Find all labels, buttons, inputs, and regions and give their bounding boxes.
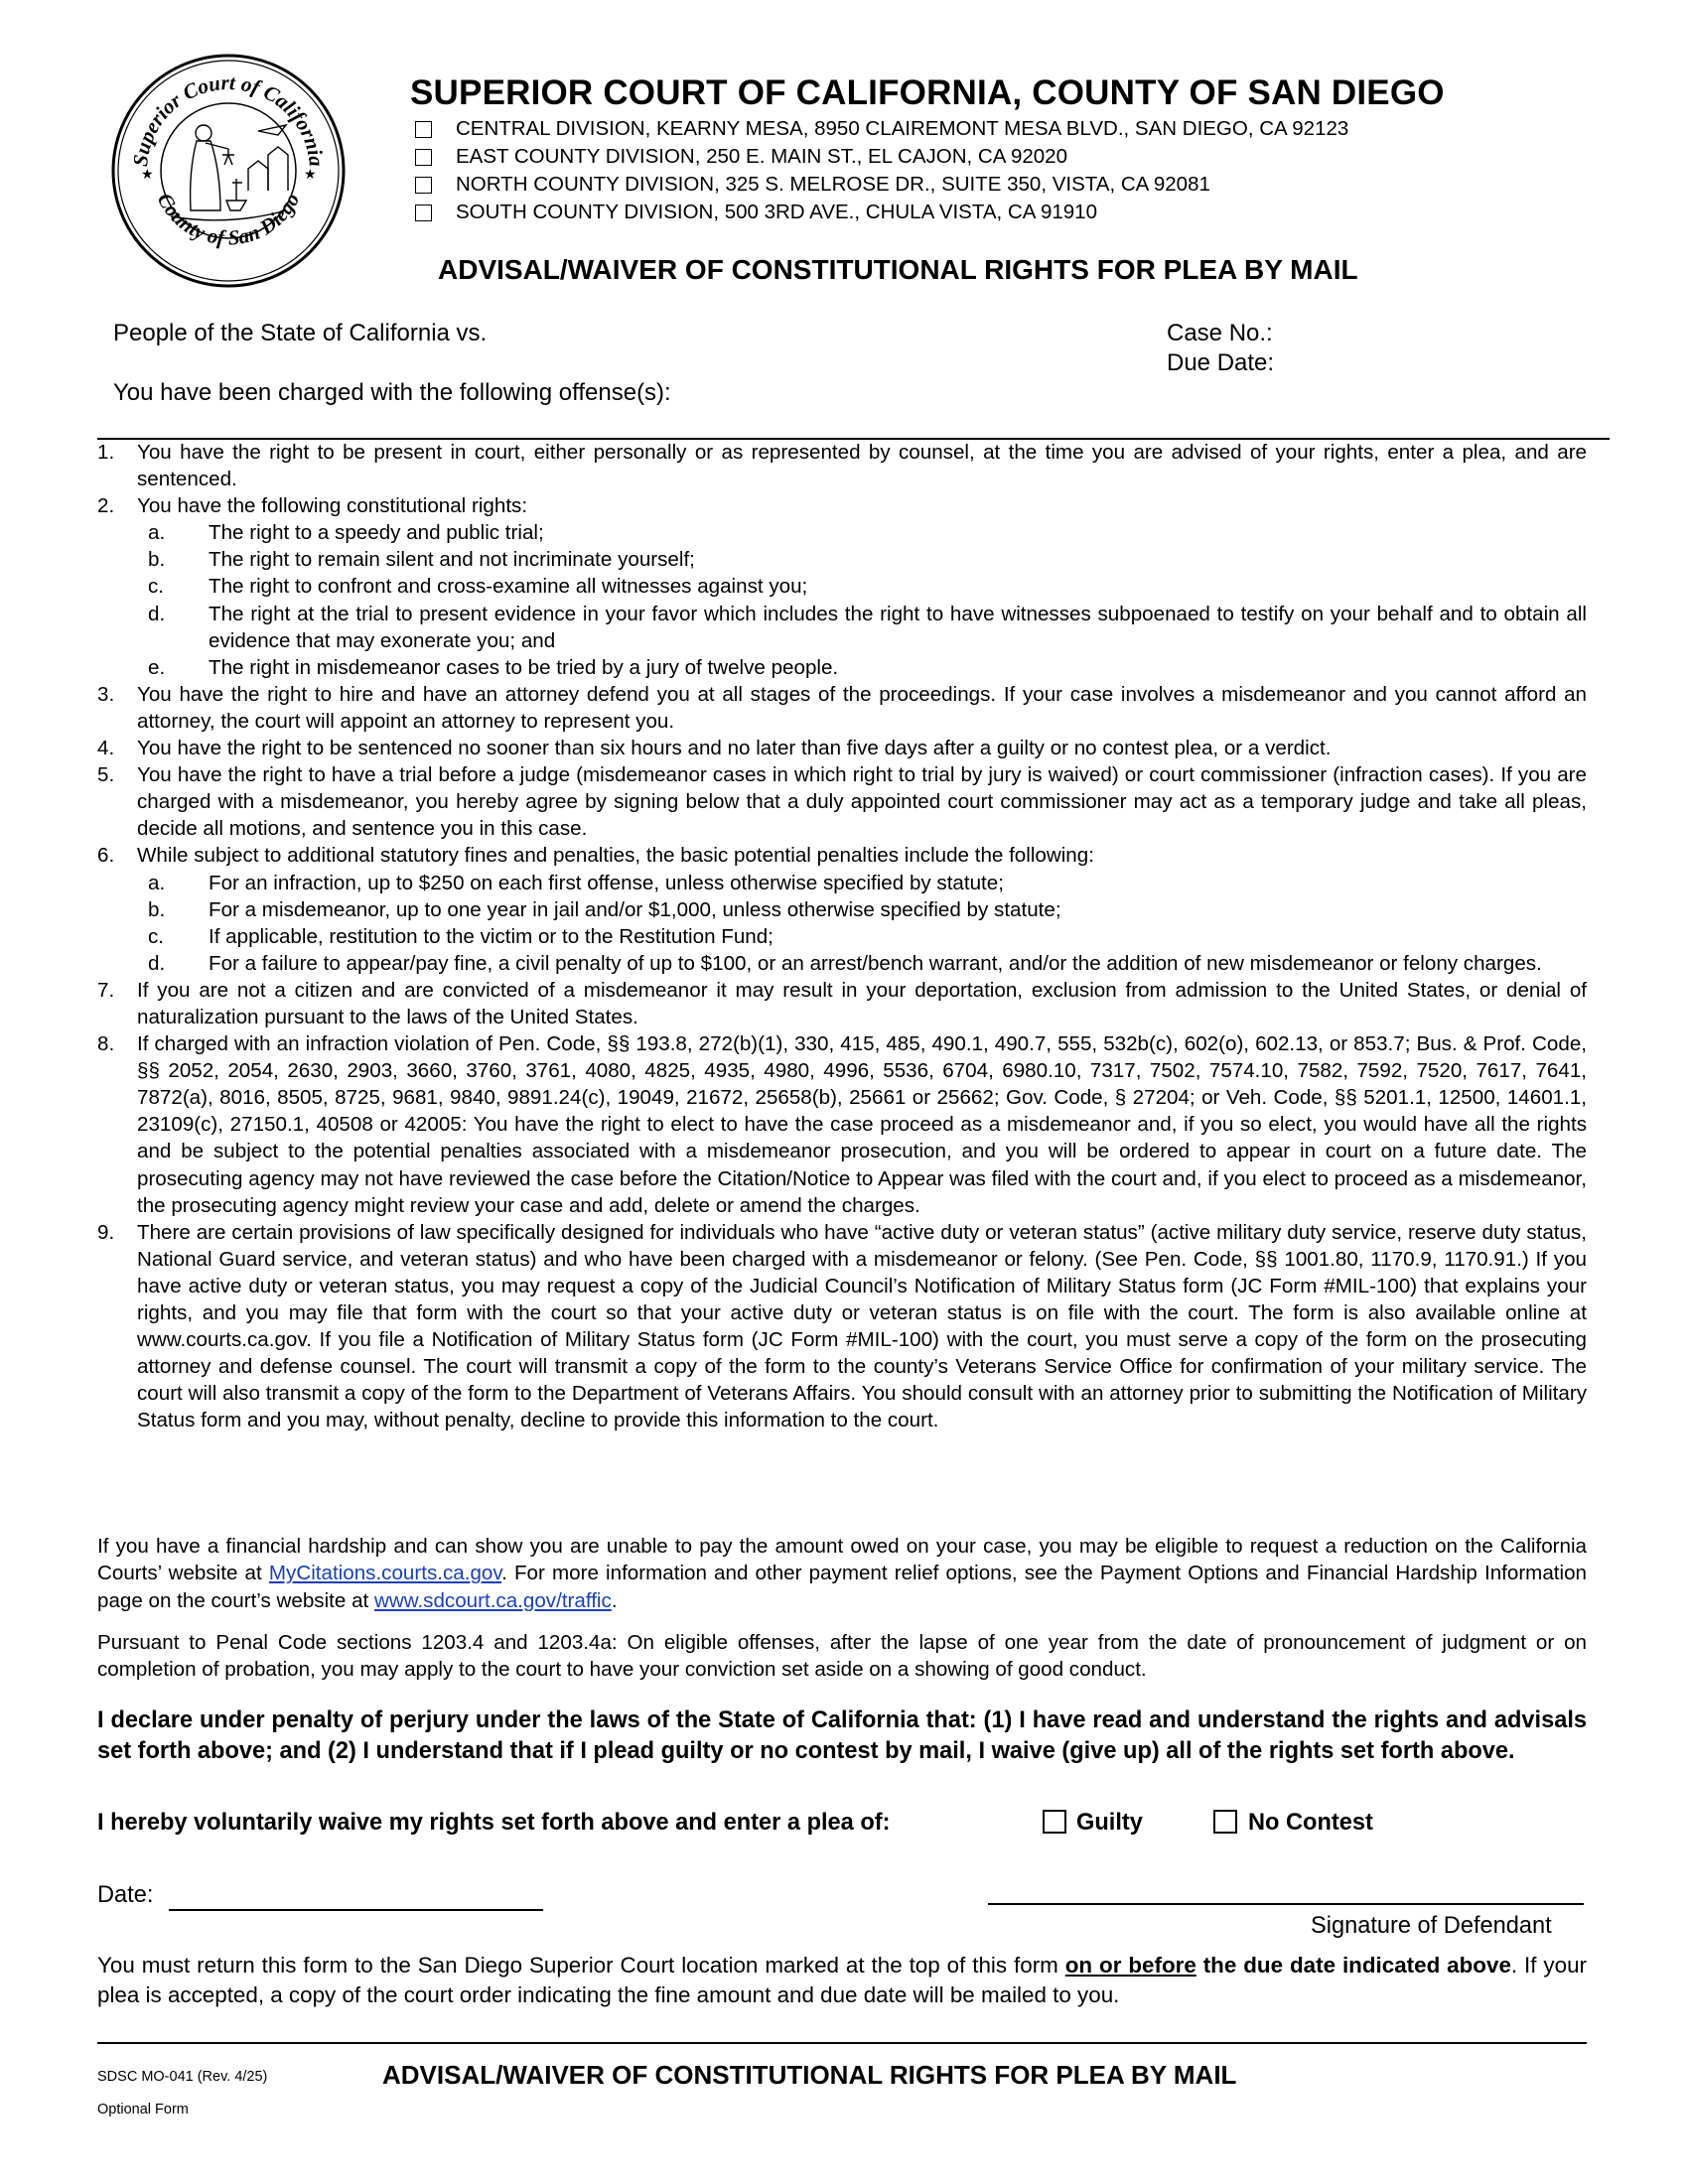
item-number: 5. <box>97 763 115 787</box>
list-item <box>97 735 1587 761</box>
item-number: 3. <box>97 682 115 706</box>
item-text: You have the right to hire and have an attorney defend you at all stages of the proceedings. If your case involves a misdemeanor and you cannot afford an attorney, the court will appoint an attorney to represent you. <box>137 682 1587 733</box>
division-label: EAST COUNTY DIVISION, 250 E. MAIN ST., EL CAJON, CA 92020 <box>456 144 1067 168</box>
item-text: You have the right to be present in court, either personally or as represented by counsel, at the time you are advised of your rights, enter a plea, and are sentenced. <box>137 441 1587 491</box>
date-field[interactable] <box>169 1909 543 1911</box>
division-checkbox[interactable] <box>415 149 432 166</box>
list-item <box>97 681 1587 735</box>
division-label: CENTRAL DIVISION, KEARNY MESA, 8950 CLAIREMONT MESA BLVD., SAN DIEGO, CA 92123 <box>456 116 1349 140</box>
guilty-label: Guilty <box>1076 1810 1143 1836</box>
item-number: 2. <box>97 494 115 518</box>
sub-letter: c. <box>148 924 165 948</box>
item-number: 7. <box>97 978 115 1002</box>
division-option-south[interactable] <box>415 199 1348 226</box>
division-option-north[interactable] <box>415 171 1348 199</box>
item-text: If charged with an infraction violation of Pen. Code, §§ 193.8, 272(b)(1), 330, 415, 485, 490.1, 490.7, 555, 532b(c), 602(o), 602.13, or 853.7; Bus. & Prof. Code, §§ 2052, 2054, 2630, 2903, 3660, 3760, 3761, 4080, 4825, 4935, 4980, 4996, 5536, 6704, 6980.10, 7317, 7502, 7574.10, 7582, 7592, 7520, 7617, 7641, 7872(a), 8016, 8505, 8725, 9681, 9840, 9891.24(c), 19049, 21672, 25658(b), 25661 or 25662; Gov. Code, § 27204; or Veh. Code, §§ 5201.1, 12500, 14601.1, 23109(c), 27150.1, 40508 or 42005: You have the right to elect to have the case proceed as a misdemeanor and, if you so elect, you would have all the rights and be subject to the potential penalties associated with a misdemeanor prosecution, and you will be ordered to appear in court on a future date. The prosecuting agency may not have reviewed the case before the Citation/Notice to Appear was filed with the court and, if you elect to proceed as a misdemeanor, the prosecuting agency might review your case and add, delete or amend the charges. <box>137 1032 1587 1217</box>
list-item <box>97 761 1587 842</box>
seal-text-bottom: County of San Diego <box>152 189 305 250</box>
plea-statement: I hereby voluntarily waive my rights set forth above and enter a plea of: <box>97 1810 891 1836</box>
case-number-label: Case No.: <box>1167 320 1273 346</box>
svg-text:★: ★ <box>141 166 154 182</box>
guilty-checkbox[interactable] <box>1043 1810 1066 1834</box>
sub-letter: d. <box>148 951 166 975</box>
sub-item <box>97 950 1587 977</box>
sub-item <box>97 896 1587 923</box>
division-list <box>415 115 1348 226</box>
people-label: People of the State of California vs. <box>113 320 488 346</box>
return-text: You must return this form to the San Diego Superior Court location marked at the top of this form <box>97 1953 1065 1978</box>
form-title: ADVISAL/WAIVER OF CONSTITUTIONAL RIGHTS FOR PLEA BY MAIL <box>438 254 1358 285</box>
item-text: You have the following constitutional rights: <box>137 494 528 518</box>
hardship-text: . For more information and other payment relief options, see the Payment Options and Financial Hardship Information page on the court’s website at <box>97 1562 1587 1612</box>
item-text: While subject to additional statutory fines and penalties, the basic potential penalties include the following: <box>137 844 1094 868</box>
return-due-date-emphasis: the due date indicated above <box>1196 1953 1511 1978</box>
sub-letter: b. <box>148 897 166 921</box>
signature-field[interactable] <box>988 1903 1584 1905</box>
division-option-east[interactable] <box>415 143 1348 171</box>
item-number: 4. <box>97 737 115 760</box>
item-text: If you are not a citizen and are convicted of a misdemeanor it may result in your deportation, exclusion from admission to the United States, or denial of naturalization pursuant to the laws of the United States. <box>137 978 1587 1028</box>
list-item <box>97 439 1587 492</box>
division-label: SOUTH COUNTY DIVISION, 500 3RD AVE., CHULA VISTA, CA 91910 <box>456 200 1097 223</box>
list-item <box>97 1030 1587 1219</box>
sub-text: The right to a speedy and public trial; <box>209 521 544 545</box>
sub-item <box>97 870 1587 896</box>
return-deadline-emphasis: on or before <box>1064 1953 1196 1978</box>
no-contest-checkbox[interactable] <box>1213 1810 1237 1834</box>
penal-code-paragraph: Pursuant to Penal Code sections 1203.4 and 1203.4a: On eligible offenses, after the lapse of one year from the date of pronouncement of judgment or on completion of probation, you may apply to the court to have your conviction set aside on a showing of good conduct. <box>97 1631 1587 1682</box>
sub-letter: a. <box>148 521 166 545</box>
footer-title: ADVISAL/WAIVER OF CONSTITUTIONAL RIGHTS FOR PLEA BY MAIL <box>382 2060 1237 2090</box>
sub-text: For a failure to appear/pay fine, a civil penalty of up to $100, or an arrest/bench warrant, and/or the addition of new misdemeanor or felony charges. <box>209 951 1542 975</box>
item-text: There are certain provisions of law specifically designed for individuals who have “active duty or veteran status” (active military duty service, reserve duty status, National Guard service, and veteran status) and who have been charged with a misdemeanor or felony. (See Pen. Code, §§ 1001.80, 1170.9, 1170.91.) If you have active duty or veteran status, you may request a copy of the Judicial Council’s Notification of Military Status form (JC Form #MIL-100) that explains your rights, and you may file that form with the court so that your active duty or veteran status is on file with the court. The form is also available online at www.courts.ca.gov. If you file a Notification of Military Status form (JC Form #MIL-100) with the court, you must serve a copy of the form on the prosecuting attorney and defense counsel. The court will transmit a copy of the form to the county’s Veterans Service Office for confirmation of your military service. The court will also transmit a copy of the form to the Department of Veterans Affairs. You should consult with an attorney prior to submitting the Notification of Military Status form and you may, without penalty, decline to provide this information to the court. <box>137 1220 1587 1433</box>
item-number: 8. <box>97 1032 115 1056</box>
plea-row <box>97 1810 1587 1837</box>
sub-item <box>97 546 1587 573</box>
item-text: You have the right to have a trial before a judge (misdemeanor cases in which right to trial by jury is waived) or court commissioner (infraction cases). If you are charged with a misdemeanor, you hereby agree by signing below that a duly appointed court commissioner may act as a temporary judge and take all pleas, decide all motions, and sentence you in this case. <box>137 763 1587 841</box>
sub-letter: e. <box>148 655 166 679</box>
court-seal <box>109 52 348 290</box>
sub-letter: c. <box>148 575 165 599</box>
mycitations-link[interactable]: MyCitations.courts.ca.gov <box>268 1562 502 1585</box>
sub-text: For an infraction, up to $250 on each first offense, unless otherwise specified by statute; <box>209 871 1004 894</box>
date-label: Date: <box>97 1882 154 1908</box>
optional-form-label: Optional Form <box>97 2102 189 2117</box>
sub-text: The right in misdemeanor cases to be tried by a jury of twelve people. <box>209 655 839 679</box>
item-number: 1. <box>97 441 115 464</box>
sub-letter: b. <box>148 548 166 572</box>
list-item <box>97 842 1587 869</box>
seal-text-top: Superior Court of California <box>128 69 329 168</box>
offenses-label: You have been charged with the following offense(s): <box>113 379 671 406</box>
item-number: 9. <box>97 1220 115 1244</box>
sub-item <box>97 601 1587 654</box>
sub-item <box>97 519 1587 546</box>
form-number: SDSC MO-041 (Rev. 4/25) <box>97 2069 268 2085</box>
rights-list <box>97 439 1587 1433</box>
footer-divider <box>97 2042 1587 2044</box>
sub-item <box>97 573 1587 600</box>
division-label: NORTH COUNTY DIVISION, 325 S. MELROSE DR., SUITE 350, VISTA, CA 92081 <box>456 172 1210 196</box>
hardship-text: If you have a financial hardship and can show you are unable to pay the amount owed on your case, you may be eligible to request a reduction on the California Courts’ website at <box>97 1535 1587 1585</box>
court-name: SUPERIOR COURT OF CALIFORNIA, COUNTY OF SAN DIEGO <box>410 73 1445 112</box>
item-text: You have the right to be sentenced no sooner than six hours and no later than five days after a guilty or no contest plea, or a verdict. <box>137 737 1332 760</box>
division-checkbox[interactable] <box>415 205 432 221</box>
sub-text: The right at the trial to present evidence in your favor which includes the right to have witnesses subpoenaed to testify on your behalf and to obtain all evidence that may exonerate you; and <box>209 602 1587 652</box>
return-text: . If your plea is accepted, a copy of the court order indicating the fine amount and due date will be mailed to you. <box>97 1953 1587 2007</box>
signature-label: Signature of Defendant <box>1311 1913 1552 1939</box>
division-checkbox[interactable] <box>415 177 432 194</box>
sub-text: The right to confront and cross-examine all witnesses against you; <box>209 575 808 599</box>
sub-text: If applicable, restitution to the victim or to the Restitution Fund; <box>209 924 774 948</box>
sub-item <box>97 654 1587 681</box>
sub-letter: d. <box>148 602 166 625</box>
sdcourt-traffic-link[interactable]: www.sdcourt.ca.gov/traffic <box>373 1588 612 1612</box>
sub-text: The right to remain silent and not incriminate yourself; <box>209 548 695 572</box>
sub-item <box>97 923 1587 950</box>
list-item <box>97 977 1587 1030</box>
svg-text:★: ★ <box>304 166 317 182</box>
list-item <box>97 1219 1587 1434</box>
hardship-paragraph <box>97 1533 1587 1614</box>
no-contest-label: No Contest <box>1248 1810 1373 1836</box>
item-number: 6. <box>97 844 115 868</box>
hardship-text: . <box>611 1588 618 1612</box>
return-notice <box>97 1951 1587 2009</box>
sub-letter: a. <box>148 871 166 894</box>
division-option-central[interactable] <box>415 115 1348 143</box>
division-checkbox[interactable] <box>415 121 432 138</box>
list-item <box>97 492 1587 519</box>
declaration: I declare under penalty of perjury under the laws of the State of California that: (1) I have read and understand the rights and advisals set forth above; and (2) I understand that if I plead guilty or no contest by mail, I waive (give up) all of the rights set forth above. <box>97 1707 1587 1764</box>
sub-text: For a misdemeanor, up to one year in jail and/or $1,000, unless otherwise specified by statute; <box>209 897 1061 921</box>
due-date-label: Due Date: <box>1167 349 1275 376</box>
